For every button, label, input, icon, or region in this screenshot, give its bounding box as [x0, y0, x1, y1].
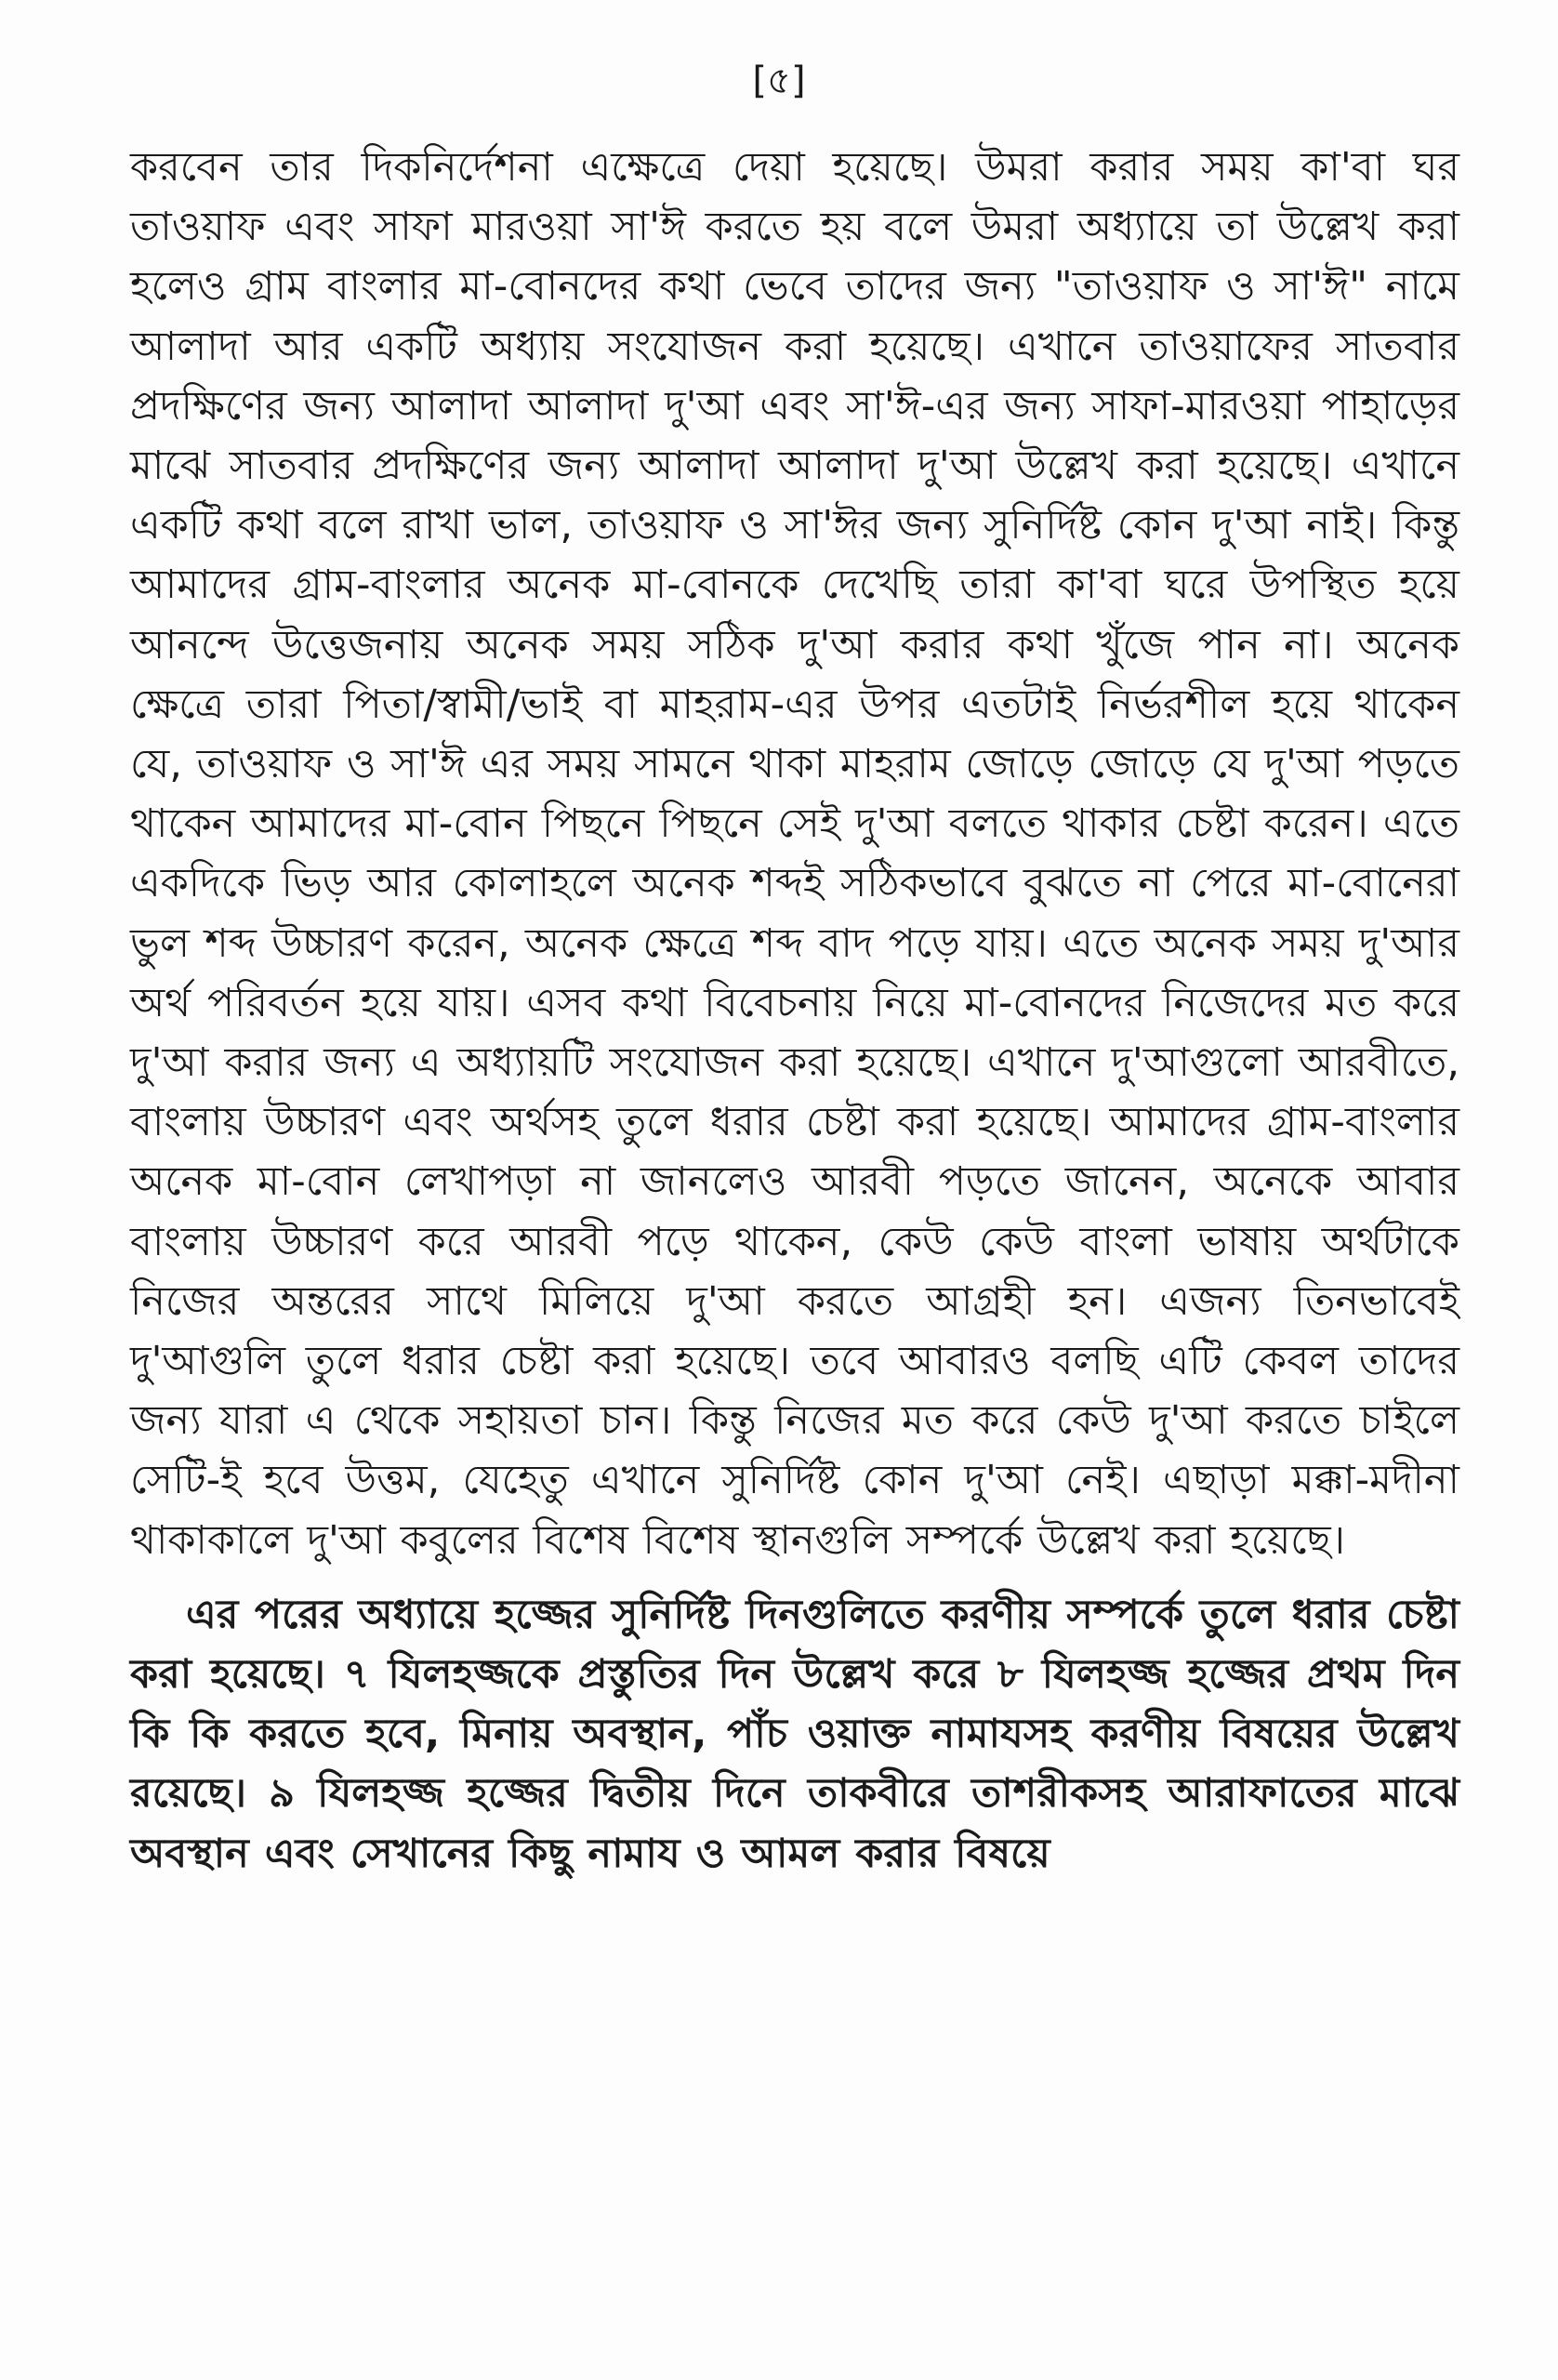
page-number: [৫]	[752, 60, 806, 102]
paragraph-2: এর পরের অধ্যায়ে হজ্জের সুনির্দিষ্ট দিনগুলিতে করণীয় সম্পর্কে তুলে ধরার চেষ্টা করা হয়েছে। ৭ যিলহজ্জকে প্রস্তুতির দিন উল্লেখ করে ৮ যিলহজ্জ হজ্জের প্রথম দিন কি কি করতে হবে, মিনায় অবস্থান, পাঁচ ওয়াক্ত নামাযসহ করণীয় বিষয়ের উল্লেখ রয়েছে। ৯ যিলহজ্জ হজ্জের দ্বিতীয় দিনে তাকবীরে তাশরীকসহ আরাফাতের মাঝে অবস্থান এবং সেখানের কিছু নামায ও আমল করার বিষয়ে	[130, 1591, 1459, 1877]
paragraph-1: করবেন তার দিকনির্দেশনা এক্ষেত্রে দেয়া হয়েছে। উমরা করার সময় কা'বা ঘর তাওয়াফ এবং সাফা মারওয়া সা'ঈ করতে হয় বলে উমরা অধ্যায়ে তা উল্লেখ করা হলেও গ্রাম বাংলার মা-বোনদের কথা ভেবে তাদের জন্য "তাওয়াফ ও সা'ঈ" নামে আলাদা আর একটি অধ্যায় সংযোজন করা হয়েছে। এখানে তাওয়াফের সাতবার প্রদক্ষিণের জন্য আলাদা আলাদা দু'আ এবং সা'ঈ-এর জন্য সাফা-মারওয়া পাহাড়ের মাঝে সাতবার প্রদক্ষিণের জন্য আলাদা আলাদা দু'আ উল্লেখ করা হয়েছে। এখানে একটি কথা বলে রাখা ভাল, তাওয়াফ ও সা'ঈর জন্য সুনির্দিষ্ট কোন দু'আ নাই। কিন্তু আমাদের গ্রাম-বাংলার অনেক মা-বোনকে দেখেছি তারা কা'বা ঘরে উপস্থিত হয়ে আনন্দে উত্তেজনায় অনেক সময় সঠিক দু'আ করার কথা খুঁজে পান না। অনেক ক্ষেত্রে তারা পিতা/স্বামী/ভাই বা মাহরাম-এর উপর এতটাই নির্ভরশীল হয়ে থাকেন যে, তাওয়াফ ও সা'ঈ এর সময় সামনে থাকা মাহরাম জোড়ে জোড়ে যে দু'আ পড়তে থাকেন আমাদের মা-বোন পিছনে পিছনে সেই দু'আ বলতে থাকার চেষ্টা করেন। এতে একদিকে ভিড় আর কোলাহলে অনেক শব্দই সঠিকভাবে বুঝতে না পেরে মা-বোনেরা ভুল শব্দ উচ্চারণ করেন, অনেক ক্ষেত্রে শব্দ বাদ পড়ে যায়। এতে অনেক সময় দু'আর অর্থ পরিবর্তন হয়ে যায়। এসব কথা বিবেচনায় নিয়ে মা-বোনদের নিজেদের মত করে দু'আ করার জন্য এ অধ্যায়টি সংযোজন করা হয়েছে। এখানে দু'আগুলো আরবীতে, বাংলায় উচ্চারণ এবং অর্থসহ তুলে ধরার চেষ্টা করা হয়েছে। আমাদের গ্রাম-বাংলার অনেক মা-বোন লেখাপড়া না জানলেও আরবী পড়তে জানেন, অনেকে আবার বাংলায় উচ্চারণ করে আরবী পড়ে থাকেন, কেউ কেউ বাংলা ভাষায় অর্থটাকে নিজের অন্তরের সাথে মিলিয়ে দু'আ করতে আগ্রহী হন। এজন্য তিনভাবেই দু'আগুলি তুলে ধরার চেষ্টা করা হয়েছে। তবে আবারও বলছি এটি কেবল তাদের জন্য যারা এ থেকে সহায়তা চান। কিন্তু নিজের মত করে কেউ দু'আ করতে চাইলে সেটি-ই হবে উত্তম, যেহেতু এখানে সুনির্দিষ্ট কোন দু'আ নেই। এছাড়া মক্কা-মদীনা থাকাকালে দু'আ কবুলের বিশেষ বিশেষ স্থানগুলি সম্পর্কে উল্লেখ করা হয়েছে।	[130, 144, 1460, 1564]
body-text	[130, 138, 1459, 1884]
